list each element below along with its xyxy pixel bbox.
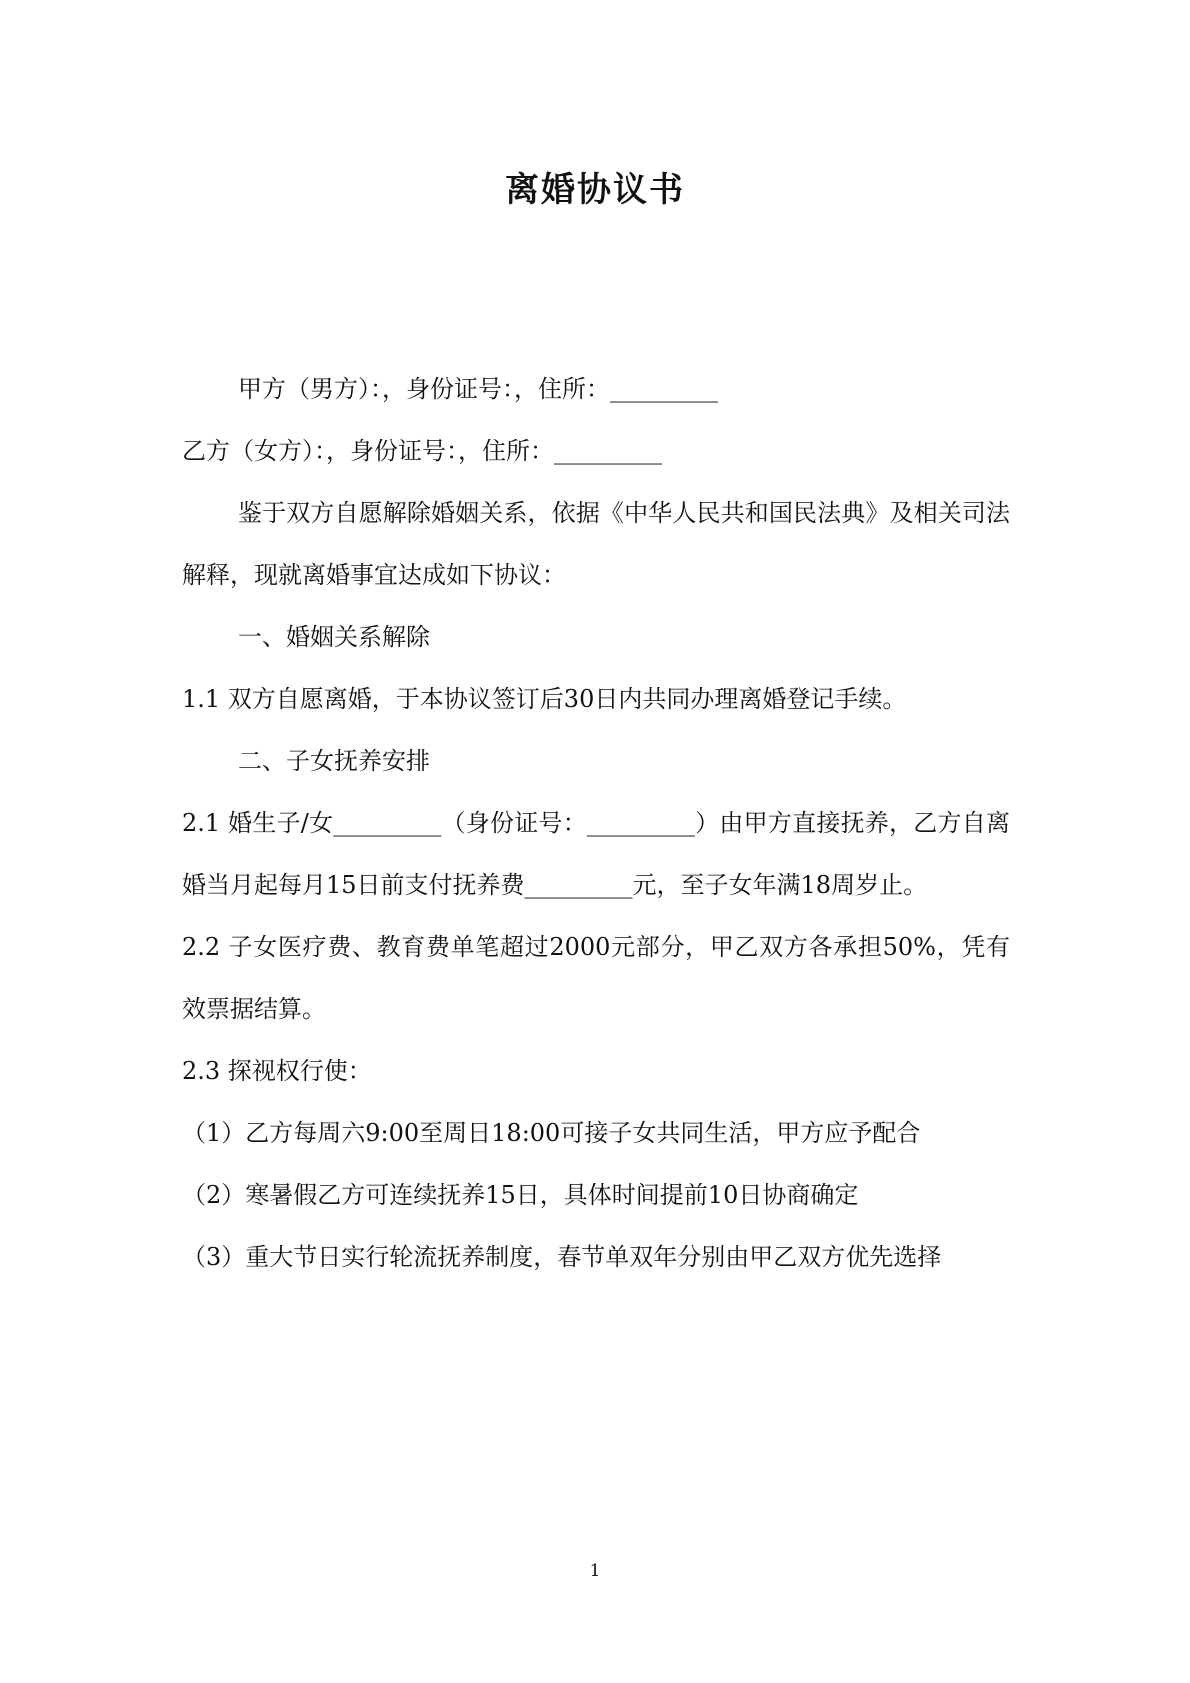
party-a-line: 甲方（男方）：，身份证号：，住所：_________ <box>238 375 718 403</box>
visitation-item-3: （3）重大节日实行轮流抚养制度，春节单双年分别由甲乙双方优先选择 <box>182 1243 942 1271</box>
visitation-item-2: （2）寒暑假乙方可连续抚养15日，具体时间提前10日协商确定 <box>182 1181 859 1209</box>
page-number: 1 <box>589 1561 601 1581</box>
section-heading-children: 二、子女抚养安排 <box>238 747 430 775</box>
clause-1-1: 1.1 双方自愿离婚，于本协议签订后30日内共同办理离婚登记手续。 <box>182 685 907 713</box>
preamble-paragraph: 鉴于双方自愿解除婚姻关系，依据《中华人民共和国民法典》及相关司法解释，现就离婚事宜达成如下协议： <box>182 499 1010 589</box>
document-title: 离婚协议书 <box>505 170 685 210</box>
clause-2-2: 2.2 子女医疗费、教育费单笔超过2000元部分，甲乙双方各承担50%，凭有效票据结算。 <box>182 933 1010 1023</box>
clause-2-1: 2.1 婚生子/女_________（身份证号：_________）由甲方直接抚养，乙方自离婚当月起每月15日前支付抚养费_________元，至子女年满18周岁止。 <box>182 809 1010 899</box>
clause-2-3: 2.3 探视权行使： <box>182 1057 372 1085</box>
party-b-line: 乙方（女方）：，身份证号：，住所：_________ <box>182 437 662 465</box>
section-heading-marriage: 一、婚姻关系解除 <box>238 623 430 651</box>
document-body <box>182 358 1010 1288</box>
visitation-item-1: （1）乙方每周六9:00至周日18:00可接子女共同生活，甲方应予配合 <box>182 1119 921 1147</box>
